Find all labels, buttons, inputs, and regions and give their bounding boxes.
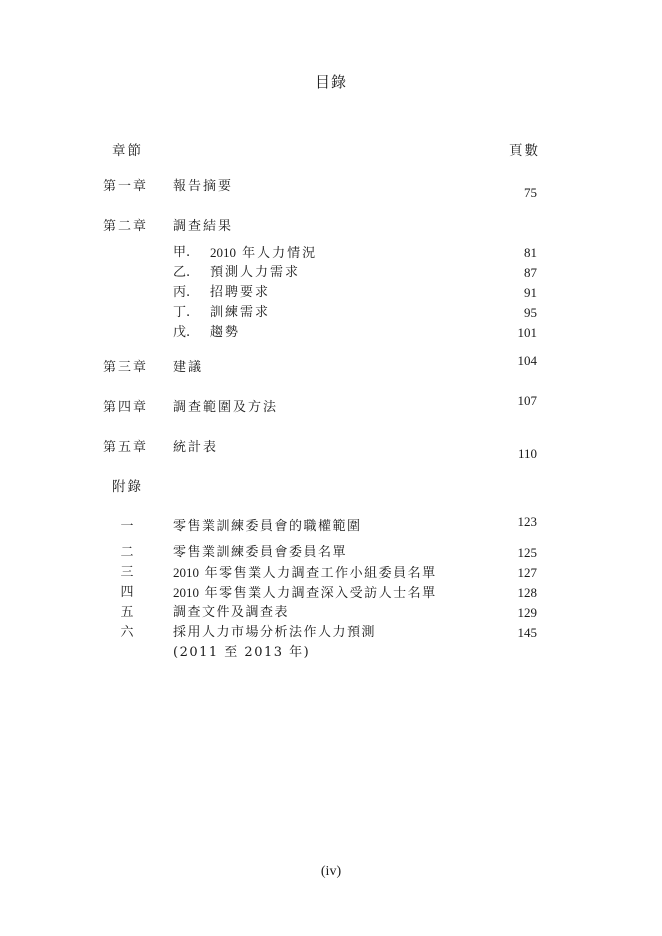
appendix-number: 二 [120,545,134,560]
appendix-title [173,586,437,600]
section-page: 95 [524,305,537,320]
section-title: 訓練需求 [210,305,271,320]
chapter-page: 110 [517,446,537,461]
section-title: 趨勢 [210,325,241,340]
section-mark: 甲. [173,245,191,260]
section-page: 101 [517,325,537,340]
appendix-page: 129 [517,605,537,620]
section-page: 81 [524,245,537,260]
appendix-page: 145 [517,625,537,640]
appendix-title: 採用人力市場分析法作人力預測 [173,625,377,640]
page-title: 目錄 [314,73,347,91]
chapter-label: 第四章 [103,400,149,415]
appendix-number: 四 [120,585,134,600]
appendix-title-text: 年零售業人力調查工作小組委員名單 [199,566,437,581]
chapter-page: 107 [517,393,537,408]
section-mark: 丁. [173,305,191,320]
chapter-label: 第五章 [103,440,149,455]
appendix-title: 調查文件及調查表 [173,605,290,620]
chapter-title: 調查範圍及方法 [173,400,279,415]
section-title-year: 2010 [210,245,236,260]
appendix-title-text: 年零售業人力調查深入受訪人士名單 [199,586,437,601]
section-title-text: 年人力情況 [236,246,318,261]
section-title: 預測人力需求 [210,265,301,280]
section-page: 87 [524,265,537,280]
section-title [210,246,317,260]
chapter-label: 第三章 [103,360,149,375]
chapter-label: 第一章 [103,179,149,194]
page-column-header: 頁數 [509,143,540,159]
appendix-title: 零售業訓練委員會委員名單 [173,545,348,560]
appendix-page: 123 [517,514,537,529]
chapter-title: 報告摘要 [173,179,234,194]
chapter-title: 調查結果 [173,219,234,234]
section-mark: 乙. [173,265,191,280]
chapter-page: 104 [517,353,537,368]
appendix-title: 零售業訓練委員會的職權範圍 [173,519,362,534]
chapter-title: 建議 [173,360,204,375]
chapter-column-header: 章節 [112,143,143,159]
chapter-title: 統計表 [173,440,219,455]
page-number: (iv) [320,864,342,879]
appendix-title-year: 2010 [173,585,199,600]
appendix-title [173,566,437,580]
appendix-number: 六 [120,625,134,640]
chapter-page: 75 [524,185,537,200]
appendix-heading: 附錄 [112,479,143,495]
section-mark: 戊. [173,325,191,340]
section-mark: 丙. [173,285,191,300]
appendix-title-continuation: (2011 至 2013 年) [173,645,311,660]
appendix-title-year: 2010 [173,565,199,580]
section-title: 招聘要求 [210,285,271,300]
appendix-page: 128 [517,585,537,600]
appendix-number: 五 [120,605,134,620]
appendix-number: 一 [120,519,134,534]
section-page: 91 [524,285,537,300]
appendix-page: 125 [517,545,537,560]
chapter-label: 第二章 [103,219,149,234]
appendix-page: 127 [517,565,537,580]
appendix-number: 三 [120,565,134,580]
